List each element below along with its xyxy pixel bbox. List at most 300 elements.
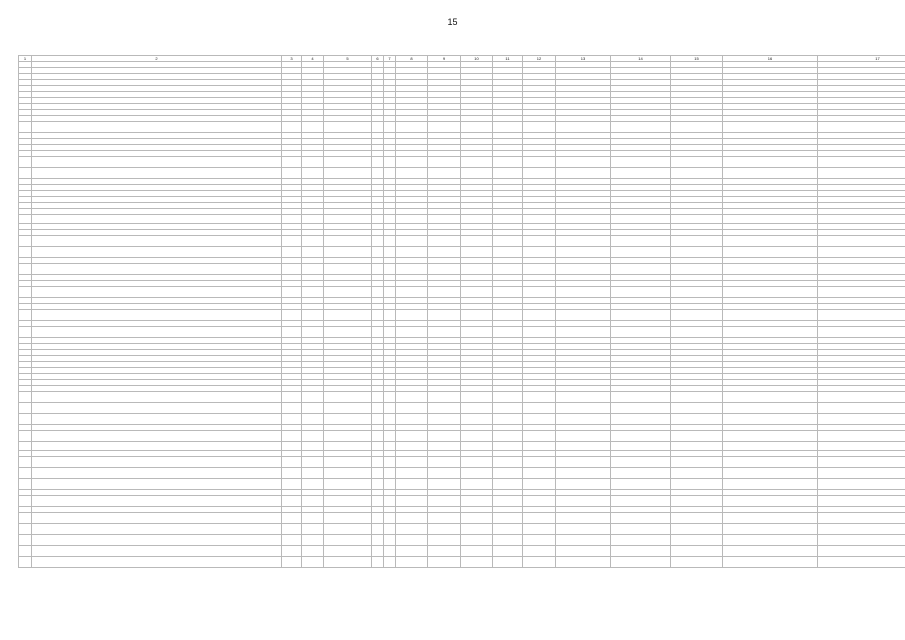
table-cell [818,513,905,524]
table-cell [19,327,32,338]
table-cell [523,524,556,535]
table-cell [324,287,372,298]
table-cell [302,496,324,507]
table-cell [556,236,611,247]
table-cell [493,513,523,524]
table-cell [428,310,461,321]
table-row [19,392,905,403]
table-cell [282,122,302,133]
table-cell [372,546,384,557]
table-cell [32,496,282,507]
table-cell [523,403,556,414]
table-cell [493,247,523,258]
table-cell [556,327,611,338]
table-cell [282,442,302,451]
table-cell [493,496,523,507]
table-cell [324,122,372,133]
table-cell [324,310,372,321]
table-cell [428,431,461,442]
table-cell [282,431,302,442]
table-cell [372,122,384,133]
table-cell [282,287,302,298]
table-cell [611,122,671,133]
table-cell [384,535,396,546]
table-cell [611,168,671,179]
table-cell [556,457,611,468]
table-cell [493,524,523,535]
table-cell [372,524,384,535]
table-cell [396,557,428,568]
table-cell [818,414,905,425]
table-cell [428,557,461,568]
table-cell [32,535,282,546]
table-cell [556,310,611,321]
column-header: 2 [32,56,282,62]
table-row [19,264,905,275]
column-header: 4 [302,56,324,62]
table-cell [818,557,905,568]
table-cell [302,392,324,403]
table-cell [461,557,493,568]
column-header: 7 [384,56,396,62]
table-cell [523,310,556,321]
table-cell [372,479,384,490]
table-cell [428,414,461,425]
table-cell [671,122,723,133]
table-cell [372,457,384,468]
table-cell [428,327,461,338]
table-cell [493,546,523,557]
table-cell [523,157,556,168]
table-cell [523,264,556,275]
table-cell [324,557,372,568]
table-cell [671,496,723,507]
table-cell [556,557,611,568]
table-cell [671,513,723,524]
table-cell [19,215,32,224]
table-cell [671,310,723,321]
table-cell [302,546,324,557]
table-cell [818,496,905,507]
table-cell [556,546,611,557]
table-cell [723,496,818,507]
table-cell [523,215,556,224]
table-cell [302,557,324,568]
table-cell [461,264,493,275]
table-cell [523,468,556,479]
table-cell [384,310,396,321]
table-cell [723,168,818,179]
table-cell [556,496,611,507]
table-cell [671,403,723,414]
total-row [19,442,905,451]
table-cell [818,457,905,468]
table-cell [384,236,396,247]
column-header: 13 [556,56,611,62]
table-cell [428,247,461,258]
table-cell [396,236,428,247]
table-cell [461,247,493,258]
table-cell [611,513,671,524]
table-cell [493,431,523,442]
table-cell [372,247,384,258]
table-cell [493,122,523,133]
table-cell [324,546,372,557]
table-cell [302,513,324,524]
table-row [19,431,905,442]
table-cell [428,168,461,179]
table-cell [372,513,384,524]
table-cell [556,431,611,442]
table-row [19,535,905,546]
column-header: 9 [428,56,461,62]
table-cell [611,236,671,247]
table-cell [372,496,384,507]
table-cell [282,236,302,247]
table-cell [493,403,523,414]
table-cell [428,479,461,490]
table-cell [723,157,818,168]
table-cell [19,513,32,524]
table-cell [384,327,396,338]
table-cell [282,392,302,403]
table-cell [372,442,384,451]
table-row [19,468,905,479]
column-header: 3 [282,56,302,62]
table-cell [611,215,671,224]
table-cell [324,442,372,451]
table-cell [523,168,556,179]
table-cell [671,168,723,179]
column-header: 12 [523,56,556,62]
table-cell [611,442,671,451]
table-cell [19,236,32,247]
table-cell [723,310,818,321]
table-cell [556,287,611,298]
table-cell [556,535,611,546]
table-cell [32,157,282,168]
table-cell [384,513,396,524]
table-cell [671,414,723,425]
table-cell [32,264,282,275]
table-cell [384,403,396,414]
table-cell [611,479,671,490]
table-row [19,168,905,179]
table-row [19,287,905,298]
table-cell [372,403,384,414]
table-cell [324,264,372,275]
table-cell [19,392,32,403]
table-cell [19,535,32,546]
table-row [19,513,905,524]
table-cell [493,287,523,298]
table-cell [384,546,396,557]
table-cell [282,524,302,535]
table-row [19,157,905,168]
table-cell [818,157,905,168]
table-cell [556,215,611,224]
table-cell [19,310,32,321]
table-cell [461,236,493,247]
table-cell [523,392,556,403]
table-cell [302,468,324,479]
table-cell [302,168,324,179]
table-cell [523,327,556,338]
table-cell [302,431,324,442]
table-row [19,236,905,247]
table-cell [493,414,523,425]
table-cell [32,403,282,414]
table-cell [461,535,493,546]
column-header: 17 [818,56,905,62]
table-cell [32,414,282,425]
table-cell [396,403,428,414]
table-cell [324,414,372,425]
table-cell [461,442,493,451]
total-row [19,215,905,224]
table-cell [428,457,461,468]
table-cell [818,442,905,451]
table-row [19,457,905,468]
table-cell [302,310,324,321]
table-cell [723,524,818,535]
table-cell [19,431,32,442]
table-cell [302,157,324,168]
table-cell [428,403,461,414]
table-cell [671,287,723,298]
data-table [18,55,905,568]
table-cell [372,414,384,425]
table-cell [396,215,428,224]
table-cell [324,392,372,403]
table-cell [523,557,556,568]
table-cell [723,247,818,258]
table-cell [523,496,556,507]
table-cell [19,157,32,168]
column-header: 10 [461,56,493,62]
table-cell [324,215,372,224]
table-cell [723,479,818,490]
table-cell [32,546,282,557]
table-cell [396,264,428,275]
table-cell [384,557,396,568]
table-cell [396,157,428,168]
table-cell [32,557,282,568]
table-cell [372,557,384,568]
table-cell [461,414,493,425]
table-cell [556,168,611,179]
table-cell [324,431,372,442]
table-cell [324,524,372,535]
table-cell [723,546,818,557]
table-cell [428,496,461,507]
column-header: 16 [723,56,818,62]
table-cell [723,431,818,442]
table-cell [19,414,32,425]
table-cell [461,524,493,535]
table-cell [523,414,556,425]
table-cell [523,122,556,133]
table-cell [671,468,723,479]
table-cell [818,546,905,557]
table-cell [428,442,461,451]
table-cell [493,442,523,451]
table-cell [302,236,324,247]
table-cell [282,403,302,414]
table-cell [556,414,611,425]
column-header: 8 [396,56,428,62]
table-cell [428,122,461,133]
table-cell [556,392,611,403]
table-row [19,403,905,414]
table-cell [461,468,493,479]
table-cell [723,264,818,275]
table-cell [302,122,324,133]
table-cell [282,468,302,479]
table-cell [461,513,493,524]
table-cell [372,431,384,442]
table-cell [32,247,282,258]
table-cell [32,236,282,247]
table-cell [611,247,671,258]
table-cell [818,468,905,479]
table-cell [493,168,523,179]
table-cell [818,524,905,535]
table-cell [493,535,523,546]
table-cell [611,524,671,535]
table-cell [671,392,723,403]
table-cell [19,122,32,133]
table-cell [461,496,493,507]
table-cell [611,287,671,298]
table-cell [282,513,302,524]
table-cell [723,403,818,414]
table-cell [611,468,671,479]
table-cell [671,215,723,224]
table-cell [428,215,461,224]
column-header: 5 [324,56,372,62]
table-cell [302,287,324,298]
table-cell [493,392,523,403]
table-cell [493,468,523,479]
table-cell [384,431,396,442]
table-cell [396,496,428,507]
table-cell [396,524,428,535]
table-cell [282,264,302,275]
table-cell [384,479,396,490]
table-cell [282,546,302,557]
table-cell [19,468,32,479]
table-cell [523,479,556,490]
table-cell [523,431,556,442]
table-cell [556,524,611,535]
table-cell [428,392,461,403]
table-cell [282,496,302,507]
table-cell [723,236,818,247]
table-cell [818,431,905,442]
column-header: 14 [611,56,671,62]
table-cell [493,327,523,338]
table-cell [324,403,372,414]
table-cell [324,479,372,490]
table-cell [723,327,818,338]
table-cell [19,247,32,258]
table-cell [282,479,302,490]
table-cell [428,546,461,557]
table-cell [324,535,372,546]
table-cell [372,392,384,403]
table-cell [282,457,302,468]
table-cell [556,468,611,479]
table-row [19,496,905,507]
table-row [19,310,905,321]
table-cell [19,524,32,535]
table-cell [556,247,611,258]
table-cell [32,287,282,298]
table-cell [384,392,396,403]
table-cell [324,168,372,179]
table-cell [818,535,905,546]
table-cell [384,496,396,507]
table-row [19,479,905,490]
table-cell [523,535,556,546]
table-cell [372,287,384,298]
table-cell [396,392,428,403]
table-cell [671,479,723,490]
table-cell [282,535,302,546]
table-cell [384,457,396,468]
table-cell [556,479,611,490]
table-cell [372,168,384,179]
column-header: 6 [372,56,384,62]
table-cell [723,215,818,224]
table-cell [19,442,32,451]
table-cell [461,327,493,338]
table-cell [818,122,905,133]
table-cell [611,457,671,468]
table-cell [282,327,302,338]
table-cell [396,414,428,425]
table-cell [19,546,32,557]
table-cell [372,236,384,247]
table-cell [611,403,671,414]
table-row [19,414,905,425]
table-cell [282,157,302,168]
table-cell [396,546,428,557]
table-cell [611,431,671,442]
table-cell [671,546,723,557]
table-cell [282,215,302,224]
table-cell [523,287,556,298]
table-cell [461,403,493,414]
table-cell [282,168,302,179]
table-cell [32,524,282,535]
table-cell [302,479,324,490]
table-cell [523,247,556,258]
table-cell [556,513,611,524]
table-cell [493,557,523,568]
table-cell [32,479,282,490]
column-header: 1 [19,56,32,62]
table-cell [396,168,428,179]
table-cell [19,457,32,468]
table-cell [396,457,428,468]
table-cell [396,535,428,546]
table-cell [32,513,282,524]
table-cell [723,442,818,451]
table-cell [32,122,282,133]
table-cell [818,168,905,179]
